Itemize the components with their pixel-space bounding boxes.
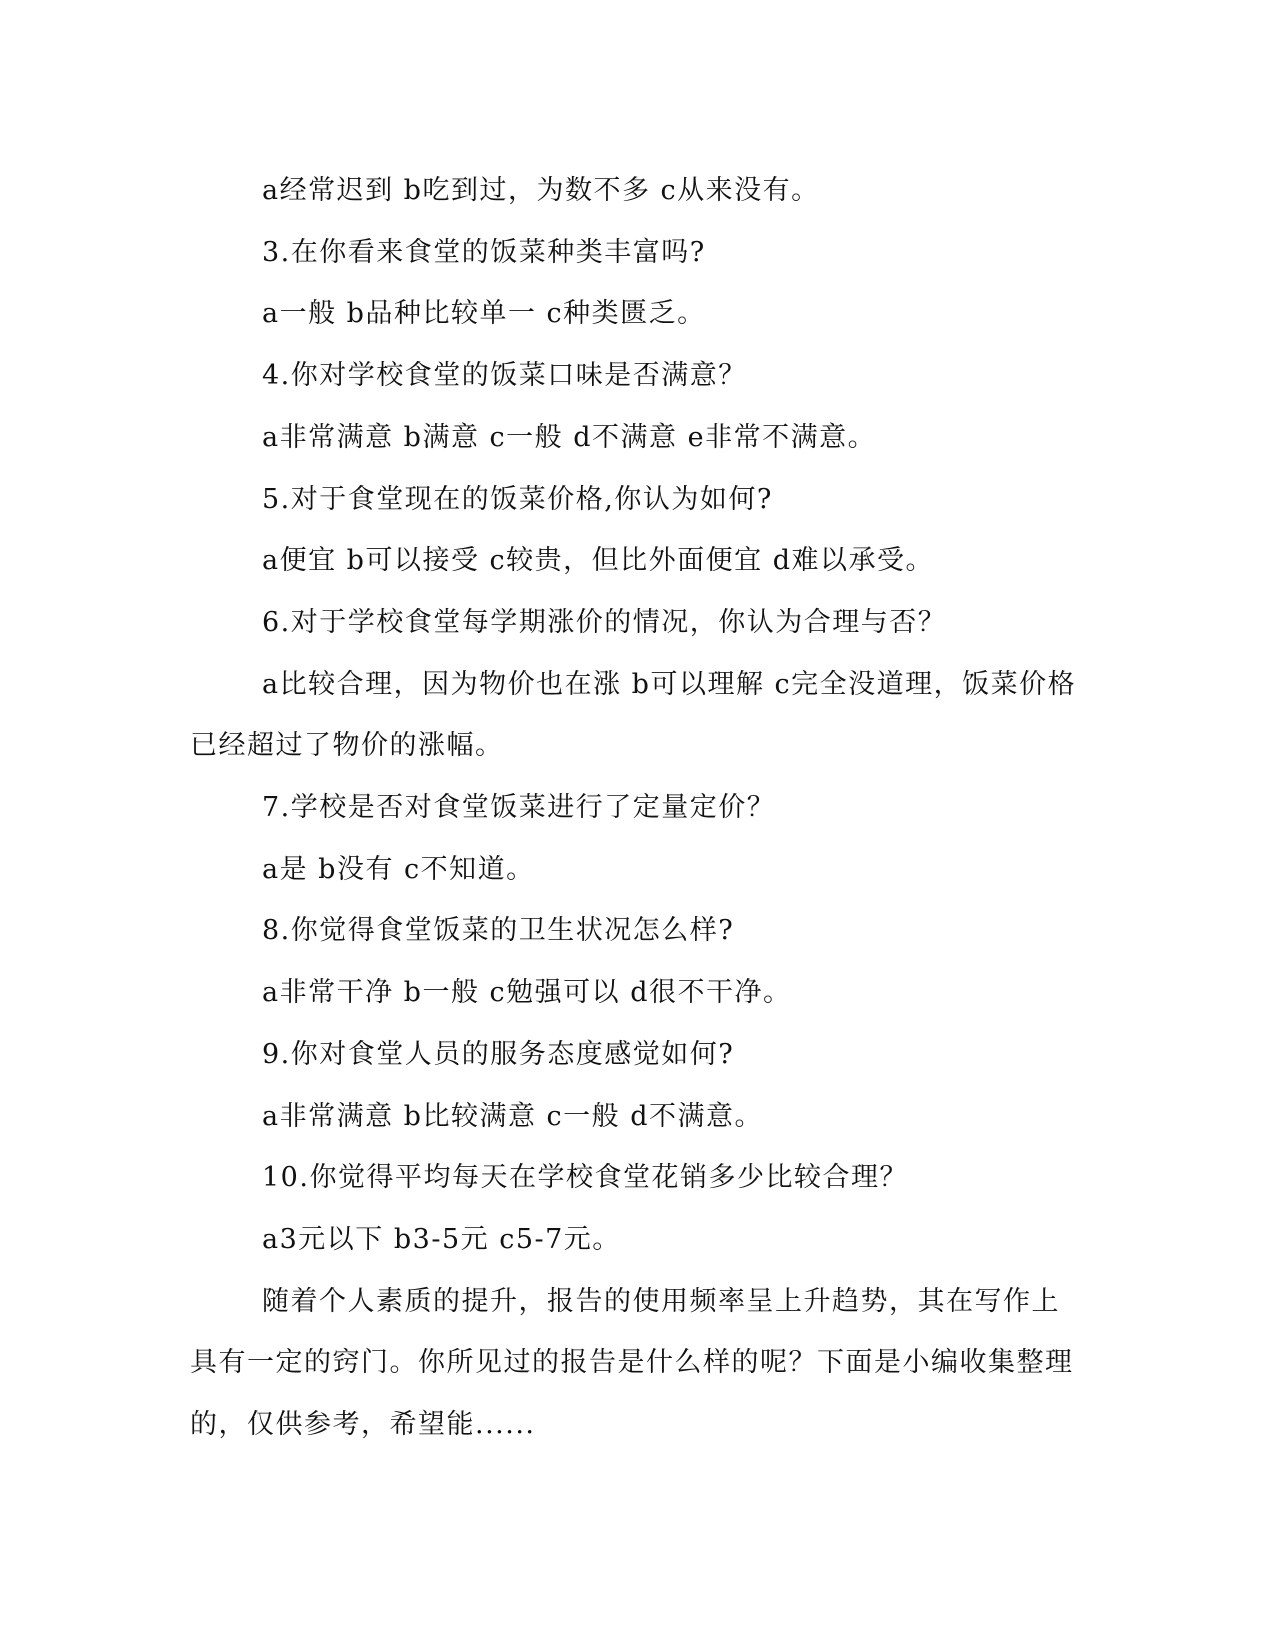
answer-line-q5: a便宜 b可以接受 c较贵，但比外面便宜 d难以承受。: [262, 545, 935, 577]
question-9: 9.你对食堂人员的服务态度感觉如何?: [262, 1038, 735, 1070]
question-8: 8.你觉得食堂饭菜的卫生状况怎么样?: [262, 915, 735, 947]
answer-line-q7: a是 b没有 c不知道。: [262, 853, 535, 885]
answer-line-q10: a3元以下 b3-5元 c5-7元。: [262, 1223, 621, 1255]
answer-line-q8: a非常干净 b一般 c勉强可以 d很不干净。: [262, 977, 792, 1009]
question-5: 5.对于食堂现在的饭菜价格,你认为如何?: [262, 483, 773, 515]
question-7: 7.学校是否对食堂饭菜进行了定量定价？: [262, 792, 776, 824]
answer-line-q6: a比较合理，因为物价也在涨 b可以理解 c完全没道理，饭菜价格已经超过了物价的涨幅。: [190, 668, 1077, 762]
answer-line-q3: a一般 b品种比较单一 c种类匮乏。: [262, 298, 706, 330]
question-4: 4.你对学校食堂的饭菜口味是否满意？: [262, 360, 747, 392]
document-body: [190, 160, 1080, 1456]
answer-line-q2: a经常迟到 b吃到过，为数不多 c从来没有。: [262, 175, 820, 206]
question-3: 3.在你看来食堂的饭菜种类丰富吗?: [262, 236, 706, 268]
question-10: 10.你觉得平均每天在学校食堂花销多少比较合理？: [262, 1162, 908, 1194]
answer-line-q9: a非常满意 b比较满意 c一般 d不满意。: [262, 1100, 764, 1132]
answer-line-q4: a非常满意 b满意 c一般 d不满意 e非常不满意。: [262, 421, 877, 453]
question-6: 6.对于学校食堂每学期涨价的情况，你认为合理与否？: [262, 606, 947, 638]
closing-paragraph: 随着个人素质的提升，报告的使用频率呈上升趋势，其在写作上具有一定的窍门。你所见过的报告是什么样的呢？下面是小编收集整理的，仅供参考，希望能......: [190, 1285, 1074, 1441]
